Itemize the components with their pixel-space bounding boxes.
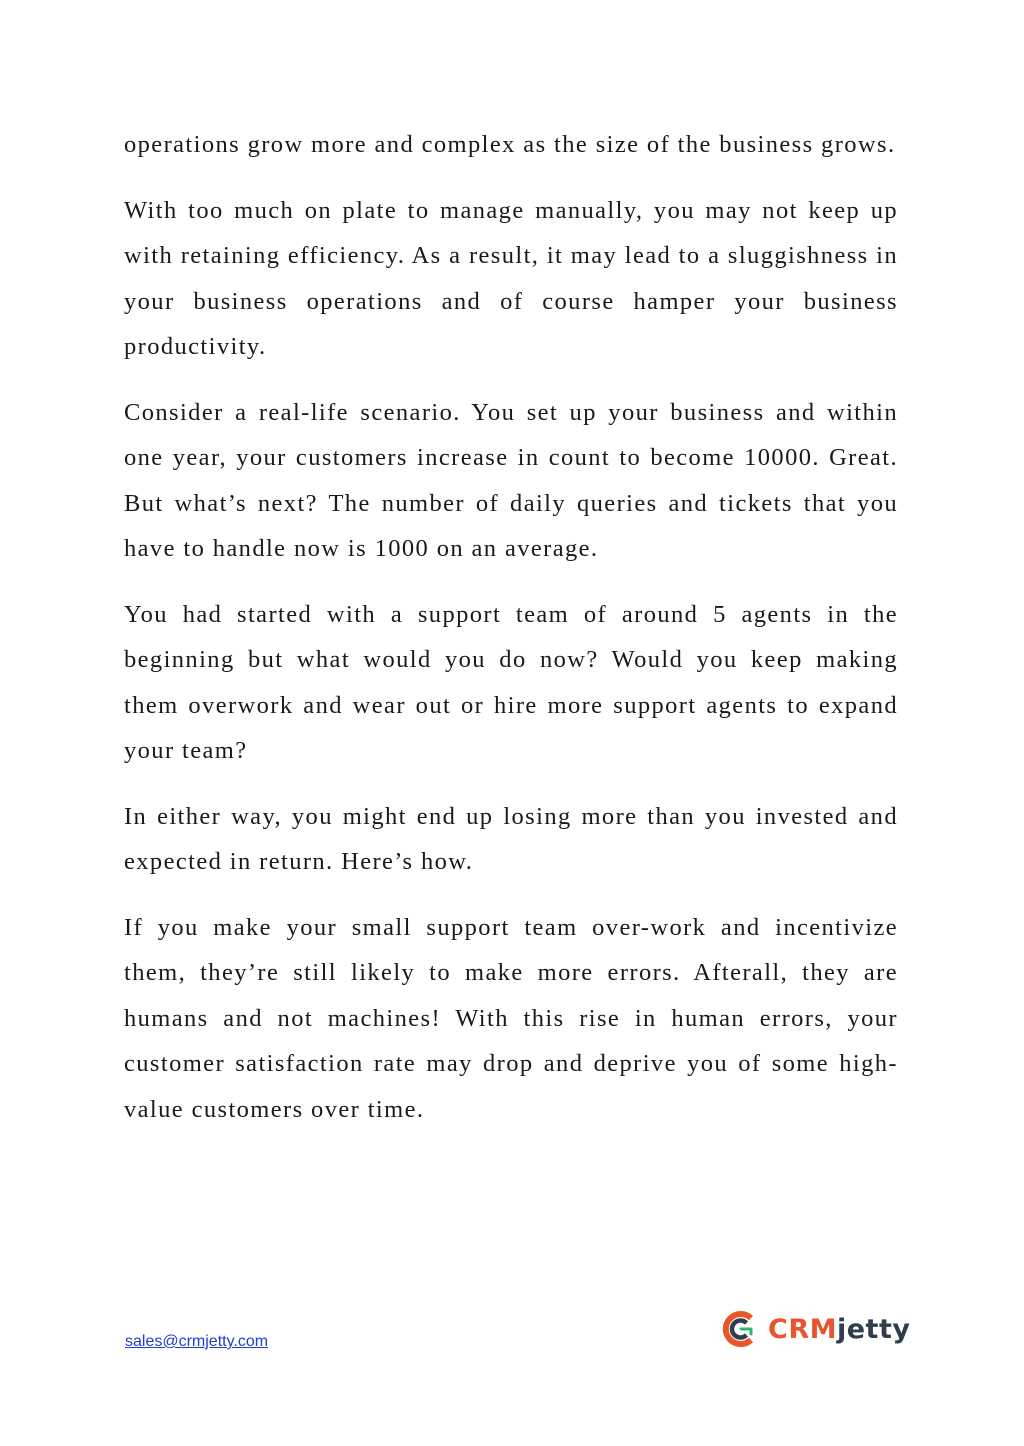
- paragraph-5: In either way, you might end up losing more than you invested and expected in return. Here’s how.: [124, 802, 898, 875]
- paragraph-6: If you make your small support team over-work and incentivize them, they’re still likely to make more errors. Afterall, they are humans and not machines! With this rise in human errors, your customer satisfaction rate may drop and deprive you of some high-value customers over time.: [124, 913, 898, 1123]
- email-link[interactable]: sales@crmjetty.com: [125, 1333, 269, 1350]
- logo-text-jetty: jetty: [836, 1313, 911, 1345]
- logo-text-crm: CRM: [768, 1313, 837, 1345]
- paragraph-1: operations grow more and complex as the size of the business grows.: [124, 131, 896, 158]
- paragraph-4: You had started with a support team of around 5 agents in the beginning but what would you do now? Would you keep making them overwork and wear out or hire more support agents to expand your team?: [124, 600, 898, 764]
- paragraph-2: With too much on plate to manage manually, you may not keep up with retaining efficiency. As a result, it may lead to a sluggishness in your business operations and of course hamper your business productivity.: [124, 196, 898, 360]
- crmjetty-logo-icon: [720, 1309, 760, 1349]
- crmjetty-logo: [720, 1306, 910, 1352]
- document-body: [124, 122, 898, 1152]
- paragraph-3: Consider a real-life scenario. You set up your business and within one year, your customers increase in count to become 10000. Great. But what’s next? The number of daily queries and tickets that you have to handle now is 1000 on an average.: [124, 398, 898, 562]
- logo-wordmark: [768, 1313, 911, 1345]
